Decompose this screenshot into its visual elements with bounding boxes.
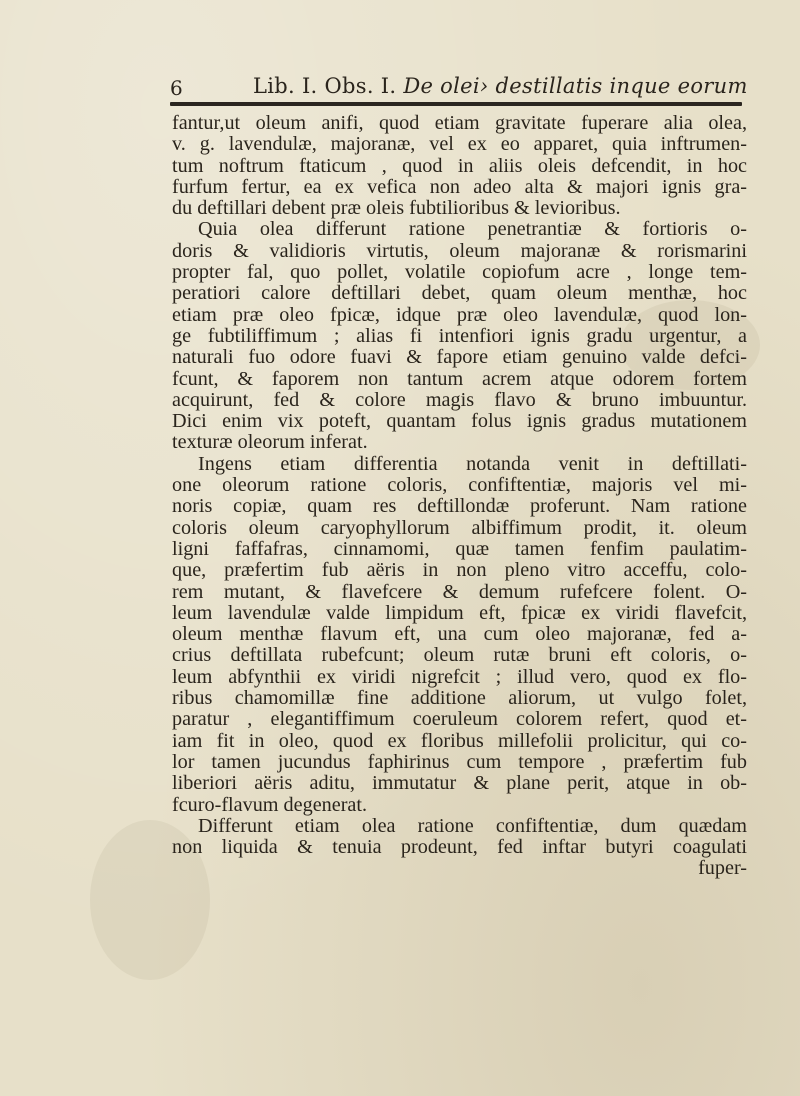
text-line: lor tamen jucundus faphirinus cum tempore , præfertim fub [172, 750, 747, 773]
text-line: ribus chamomillæ fine additione aliorum, ut vulgo folet, [172, 687, 747, 710]
text-line: du deftillari debent præ oleis fubtilioribus & levioribus. [172, 197, 621, 220]
text-line: noris copiæ, quam res deftillondæ proferunt. Nam ratione [172, 495, 747, 518]
text-line: ge fubtiliffimum ; alias fi intenfiori ignis gradu urgentur, a [172, 324, 747, 347]
text-line: non liquida & tenuia prodeunt, fed inftar butyri coagulati [172, 836, 747, 859]
body-text [172, 113, 747, 880]
running-head-title: De olei› destillatis inque eorum [403, 74, 748, 98]
text-line: oleum menthæ flavum eft, una cum oleo majoranæ, fed a- [172, 623, 747, 646]
text-line: paratur , elegantiffimum coeruleum colorem refert, quod et- [172, 708, 747, 731]
text-line: fuper- [698, 857, 747, 880]
text-line: crius deftillata rubefcunt; oleum rutæ bruni eft coloris, o- [172, 644, 747, 667]
text-line: ligni faffafras, cinnamomi, quæ tamen fenfim paulatim- [172, 537, 747, 560]
text-line: propter fal, quo pollet, volatile copiofum acre , longe tem- [172, 261, 747, 284]
running-header [170, 74, 750, 100]
text-line: Dici enim vix poteft, quantam folus ignis gradus mutationem [172, 410, 747, 433]
text-line: one oleorum ratione coloris, confiftentiæ, majoris vel mi- [172, 474, 747, 497]
text-line: liberiori aëris aditu, immutatur & plane perit, atque in ob- [172, 772, 747, 795]
text-line: Differunt etiam olea ratione confiftentiæ, dum quædam [198, 814, 747, 837]
text-line: etiam præ oleo fpicæ, idque præ oleo lavendulæ, quod lon- [172, 303, 747, 326]
running-head [253, 74, 748, 98]
text-line: leum abfynthii ex viridi nigrefcit ; illud vero, quod ex flo- [172, 665, 747, 688]
text-line: que, præfertim fub aëris in non pleno vitro acceffu, colo- [172, 559, 747, 582]
text-line: fantur,ut oleum anifi, quod etiam gravitate fuperare alia olea, [172, 112, 747, 134]
text-line: Quia olea differunt ratione penetrantiæ & fortioris o- [198, 218, 747, 241]
running-head-book-section: Lib. I. Obs. I. [253, 74, 397, 98]
text-line: coloris oleum caryophyllorum albiffimum prodit, it. oleum [172, 516, 747, 539]
header-rule [170, 102, 742, 106]
text-line: leum lavendulæ valde limpidum eft, fpicæ ex viridi flavefcit, [172, 601, 747, 624]
text-line: doris & validioris virtutis, oleum majoranæ & rorismarini [172, 239, 747, 262]
text-line: naturali fuo odore fuavi & fapore etiam genuino valde defci- [172, 346, 747, 369]
text-line: fcunt, & faporem non tantum acrem atque odorem fortem [172, 367, 747, 390]
page-number: 6 [170, 76, 183, 100]
text-line: texturæ oleorum inferat. [172, 431, 368, 454]
text-line: iam fit in oleo, quod ex floribus millefolii prolicitur, qui co- [172, 729, 747, 752]
text-line: peratiori calore deftillari debet, quam oleum menthæ, hoc [172, 282, 747, 305]
text-line: rem mutant, & flavefcere & demum rufefcere folent. O- [172, 580, 747, 603]
text-line: tum noftrum ftaticum , quod in aliis oleis defcendit, in hoc [172, 154, 747, 177]
text-line: v. g. lavendulæ, majoranæ, vel ex eo apparet, quia inftrumen- [172, 133, 747, 156]
text-line: furfum fertur, ea ex vefica non adeo alta & majori ignis gra- [172, 175, 747, 198]
text-line: fcuro-flavum degenerat. [172, 793, 368, 816]
text-line: Ingens etiam differentia notanda venit in deftillati- [198, 452, 747, 475]
text-line: acquirunt, fed & colore magis flavo & bruno imbuuntur. [172, 388, 747, 411]
